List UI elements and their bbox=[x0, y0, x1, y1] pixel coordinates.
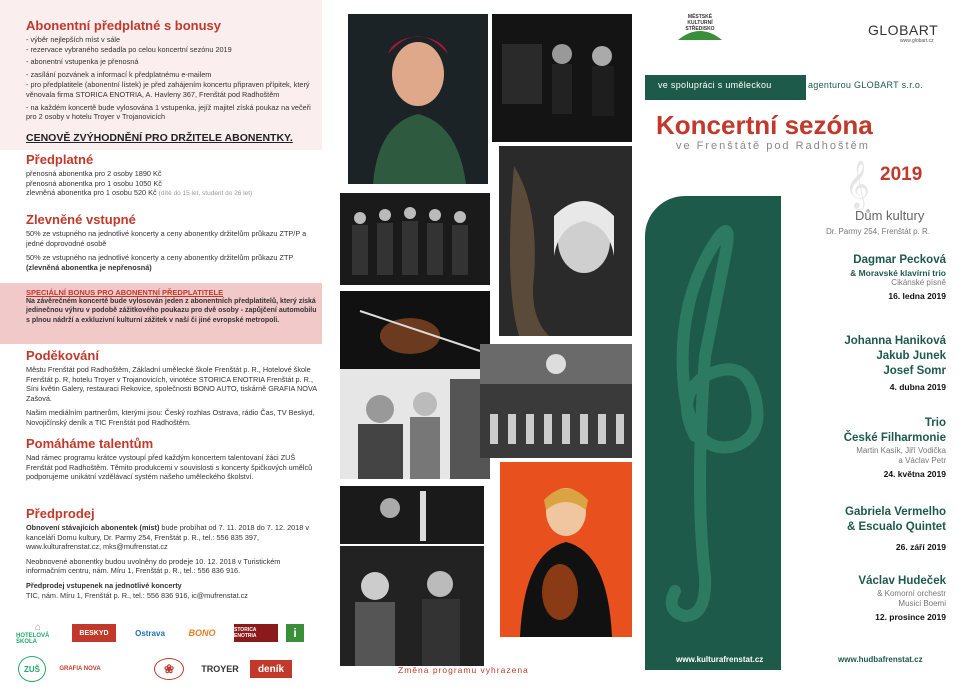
storica-logo: STORICA ENOTRIA bbox=[234, 624, 278, 642]
photo-violin-closeup bbox=[340, 291, 490, 369]
treble-clef-icon bbox=[645, 196, 781, 670]
predprodej-p2: Neobnovené abonentky budou uvolněny do prodeje 10. 12. 2018 v Turistickém informačním centru, nám. Míru 1, Frenštát p. R., tel.: 556 836 916. bbox=[26, 556, 281, 576]
subscription-section bbox=[26, 18, 318, 122]
subscription-list bbox=[26, 35, 318, 122]
photo-czech-phil-trio bbox=[340, 546, 484, 666]
zus-logo: ZUŠ bbox=[18, 656, 46, 682]
predprodej-title: Předprodej bbox=[26, 506, 95, 521]
event-1: Dagmar Pecková & Moravské klavírní trio Cikánské písně 16. ledna 2019 bbox=[850, 254, 946, 301]
band-text-right: agenturou GLOBART s.r.o. bbox=[808, 80, 923, 90]
bonus-title: SPECIÁLNÍ BONUS PRO ABONENTNÍ PŘEDPLATITELE bbox=[26, 288, 224, 297]
sponsor-logos bbox=[14, 622, 314, 687]
list-item: - zasílání pozvánek a informací k předplatnému e-mailem bbox=[26, 70, 318, 80]
venue-address: Dr. Parmy 254, Frenštát p. R. bbox=[826, 227, 931, 236]
troyer-logo: TROYER bbox=[201, 664, 239, 674]
list-item: - abonentní vstupenka je přenosná bbox=[26, 57, 318, 67]
info-logo: i bbox=[286, 624, 304, 642]
predprodej-p1: Obnovení stávajících abonentek (míst) bude probíhat od 7. 11. 2018 do 7. 12. 2018 v kanceláři Domu kultury, Dr. Parmy 254, Frenštát p. R., tel.: 556 835 397, www.kulturafrenstat.cz, mks@mufrenstat.cz bbox=[26, 523, 309, 552]
talenty-title: Pomáháme talentům bbox=[26, 436, 154, 451]
list-item: - výběr nejlepších míst v sále bbox=[26, 35, 318, 45]
page-title: Koncertní sezóna bbox=[656, 110, 873, 140]
globart-url: www.globart.cz bbox=[900, 38, 934, 44]
price-line: zlevněná abonentka pro 1 osobu 520 Kč (dítě do 15 let, student do 26 let) bbox=[26, 188, 253, 198]
list-item: - pro předplatitele (abonentní lístek) je před zahájením koncertu připraven přípitek, který věnovala firma STORICA ENOTRIA, A. Havleny 367, Frenštát pod Radhoštěm bbox=[26, 80, 318, 99]
list-item: - na každém koncertě bude vylosována 1 vstupenka, jejíž majitel získá poukaz na večeři pro 2 osoby v hotelu Troyer v Trojanovicích bbox=[26, 103, 318, 122]
predplatne-title: Předplatné bbox=[26, 152, 94, 167]
page-subtitle: ve Frenštátě pod Radhoštěm bbox=[676, 140, 870, 152]
photo-hudecek bbox=[500, 462, 632, 637]
price-line: přenosná abonentka pro 2 osoby 1890 Kč bbox=[26, 169, 162, 178]
zlevnene-section bbox=[26, 212, 318, 272]
left-column bbox=[0, 0, 322, 693]
grafia-logo: GRAFIA NOVA bbox=[59, 666, 101, 672]
globart-logo: GLOBART bbox=[868, 22, 939, 38]
zlevnene-p2: 50% ze vstupného na jednotlivé koncerty a ceny abonentky držitelům průkazu ZTP (zlevněná abonentka je nepřenosná) bbox=[26, 253, 294, 272]
podekovani-p1: Městu Frenštát pod Radhoštěm, Základní umělecké škole Frenštát p. R., Hotelové škole Frenštát p. R, hotelu Troyer v Trojanovicích, vinotéce STORICA ENOTRIA Frenštát p. R., Síni květin Galery, restauraci Rekovice, společnosti BONO AUTO, tiskárně GRAFIA NOVA Zašová. bbox=[26, 365, 317, 403]
photo-peckova bbox=[348, 14, 488, 184]
podekovani-p2: Našim mediálním partnerům, kterými jsou: Český rozhlas Ostrava, rádio Čas, TV Beskyd, Novojičínský deník a TIC Frenštát pod Radhoštěm. bbox=[26, 408, 315, 427]
prices-heading: CENOVĚ ZVÝHODNĚNÍ PRO DRŽITELE ABONENTKY. bbox=[26, 132, 293, 144]
predprodej-section bbox=[26, 506, 318, 600]
price-line: přenosná abonentka pro 1 osobu 1050 Kč bbox=[26, 178, 162, 188]
event-3: Trio České Filharmonie Martin Kasík, Jiří Vodička a Václav Petr 24. května 2019 bbox=[843, 417, 946, 479]
photo-trio bbox=[492, 14, 632, 142]
band-text-left: ve spolupráci s uměleckou bbox=[658, 80, 772, 90]
url-kultura[interactable]: www.kulturafrenstat.cz bbox=[676, 655, 764, 664]
zlevnene-title: Zlevněné vstupné bbox=[26, 212, 136, 227]
list-item: - rezervace vybraného sedadla po celou koncertní sezónu 2019 bbox=[26, 45, 318, 55]
mks-logo: MĚSTSKÉ KULTURNÍ STŘEDISKO bbox=[676, 14, 724, 46]
zlevnene-p1: 50% ze vstupného na jednotlivé koncerty a ceny abonentky držitelům průkazu ZTP/P a jedné doprovodné osobě bbox=[26, 229, 307, 248]
event-4: Gabriela Vermelho & Escualo Quintet 26. září 2019 bbox=[845, 506, 946, 552]
program-change-note: Změna programu vyhrazena bbox=[398, 665, 529, 675]
season-year: 2019 bbox=[880, 164, 923, 185]
photo-ensemble bbox=[340, 193, 490, 285]
predprodej-sub-p: TIC, nám. Míru 1, Frenštát p. R., tel.: 556 836 916, ic@mufrenstat.cz bbox=[26, 590, 248, 600]
predplatne-section bbox=[26, 152, 318, 199]
ostrava-logo: Ostrava bbox=[135, 628, 165, 638]
url-hudba[interactable]: www.hudbafrenstat.cz bbox=[838, 655, 923, 664]
venue-title: Dům kultury bbox=[855, 208, 925, 223]
denik-logo: deník bbox=[250, 660, 292, 678]
predprodej-sub-title: Předprodej vstupenek na jednotlivé koncerty bbox=[26, 580, 182, 590]
subscription-title: Abonentní předplatné s bonusy bbox=[26, 18, 222, 33]
talenty-section bbox=[26, 436, 318, 482]
photo-hall-orchestra bbox=[480, 344, 632, 458]
podekovani-title: Poděkování bbox=[26, 348, 99, 363]
bonus-text: Na závěrečném koncertě bude vylosován jeden z abonentních předplatitelů, který získá jedinečnou výhru v podobě zážitkového poukazu pro dvě osoby - zapůjčení automobilu s plnou nádrží a exkluzivní kulturní zážitek v naší či jiné evropské metropoli. bbox=[26, 298, 317, 324]
bonus-box bbox=[0, 283, 322, 344]
bono-logo: BONO bbox=[188, 628, 216, 638]
event-2: Johanna Haniková Jakub Junek Josef Somr 4. dubna 2019 bbox=[844, 335, 946, 392]
rekovice-logo: ❀ bbox=[154, 658, 184, 680]
photo-cellist bbox=[340, 486, 484, 544]
talenty-p: Nad rámec programu krátce vystoupí před každým koncertem talentovaní žáci ZUŠ Frenštát pod Radhoštěm. Těmito produkcemi v souvislosti s koncerty špičkových umělců podporujeme unikátní vzdělávací systém našeho uměleckého školství. bbox=[26, 453, 313, 482]
photo-violinist-woman bbox=[499, 146, 632, 336]
small-clef-icon: 𝄞 bbox=[845, 160, 870, 207]
podekovani-section bbox=[26, 348, 318, 428]
event-5: Václav Hudeček & Komorní orchestr Musici Boemi 12. prosince 2019 bbox=[858, 575, 946, 622]
hotel-skola-logo: ⌂ HOTELOVÁ ŠKOLA bbox=[16, 621, 50, 645]
beskyd-logo: BESKYD bbox=[72, 624, 116, 642]
green-panel bbox=[645, 196, 781, 670]
photo-haniková-junek-somr bbox=[340, 369, 490, 479]
